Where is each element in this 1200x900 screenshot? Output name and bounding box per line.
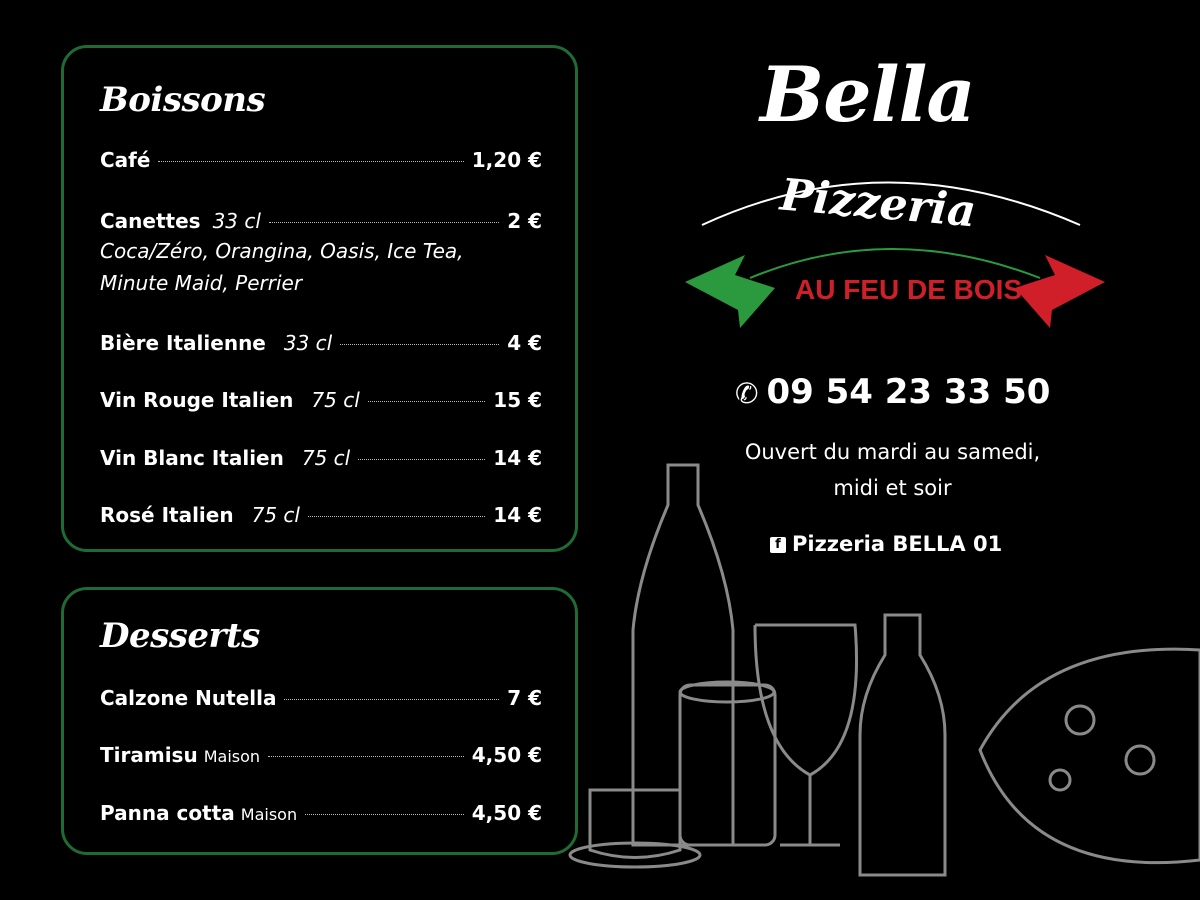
item-volume: 33 cl [283,331,333,355]
pizza-sketch [980,649,1200,863]
dot-leader [308,516,485,517]
dot-leader [368,401,486,402]
item-price: 7 € [507,686,542,710]
item-volume: 75 cl [301,446,351,470]
dot-leader [158,161,463,162]
coffee-cup-sketch [590,790,680,858]
pizza-topping-sketch [1066,706,1094,734]
dot-leader [358,459,485,460]
menu-item-panna-cotta [100,801,542,825]
item-name: Vin Rouge Italien [100,388,294,412]
dot-leader [340,344,499,345]
wine-glass-sketch [755,625,857,845]
wine-bottle-sketch [633,465,733,845]
menu-item-tiramisu [100,743,542,767]
item-note: Maison [203,747,261,766]
flag-red-ribbon [1015,255,1105,328]
menu-item-canettes [100,209,542,233]
dot-leader [268,756,464,757]
menu-item-cafe [100,148,542,172]
brand-subtitle: Pizzeria [778,169,979,238]
desserts-title: Desserts [100,616,260,656]
item-name: Tiramisu [100,743,198,767]
menu-item-vin-blanc [100,446,542,470]
item-name: Rosé Italien [100,503,234,527]
item-volume: 75 cl [251,503,300,527]
beer-bottle-sketch [860,615,945,875]
can-sketch [680,685,775,845]
brand-title: Bella [760,50,975,139]
saucer-sketch [570,843,700,867]
facebook-icon: f [770,537,786,553]
pizza-topping-sketch [1050,770,1070,790]
dot-leader [269,222,499,223]
opening-hours-line2: midi et soir [833,476,952,500]
item-details-line: Minute Maid, Perrier [100,271,303,295]
item-volume: 75 cl [311,388,360,412]
drinks-sketch-illustration [560,460,1200,890]
drinks-panel [61,45,578,552]
item-name: Panna cotta [100,801,235,825]
menu-item-calzone [100,686,542,710]
item-price: 14 € [493,446,542,470]
item-price: 4,50 € [471,801,542,825]
item-name: Café [100,148,151,172]
banner-text: AU FEU DE BOIS [795,274,1023,305]
item-note: Maison [240,805,298,824]
item-name: Canettes [100,209,201,233]
item-details-line: Coca/Zéro, Orangina, Oasis, Ice Tea, [100,239,464,263]
drinks-title: Boissons [100,80,266,120]
item-price: 1,20 € [471,148,542,172]
phone-text: 09 54 23 33 50 [766,372,1051,412]
item-price: 4,50 € [471,743,542,767]
item-volume: 33 cl [212,209,261,233]
item-price: 15 € [493,388,542,412]
item-price: 4 € [507,331,542,355]
phone-number [735,372,1050,412]
item-name: Bière Italienne [100,331,266,355]
item-price: 14 € [493,503,542,527]
menu-item-rose [100,503,542,527]
facebook-name: Pizzeria BELLA 01 [792,532,1003,556]
pizza-topping-sketch [1126,746,1154,774]
item-price: 2 € [507,209,542,233]
dot-leader [284,699,499,700]
item-name: Vin Blanc Italien [100,446,284,470]
menu-item-vin-rouge [100,388,542,412]
menu-item-biere [100,331,542,355]
opening-hours-line1: Ouvert du mardi au samedi, [744,440,1041,464]
item-name: Calzone Nutella [100,686,277,710]
desserts-panel [61,587,578,855]
phone-icon: ✆ [735,377,759,410]
dot-leader [305,814,464,815]
flag-green-ribbon [685,255,775,328]
